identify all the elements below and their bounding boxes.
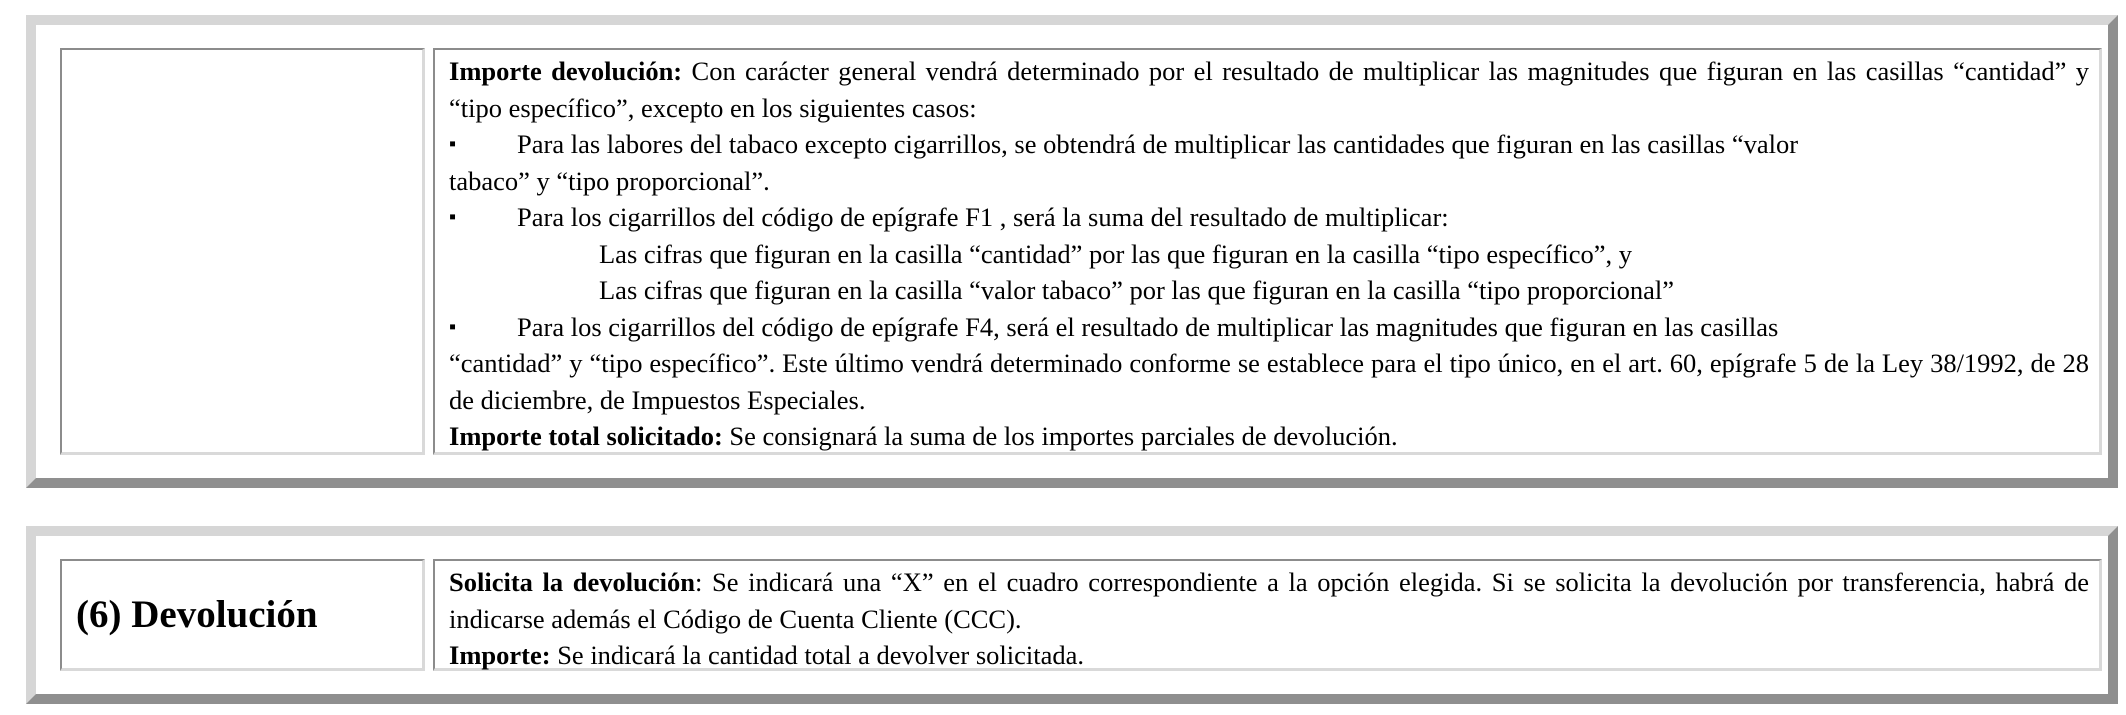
bullet-continuation: “cantidad” y “tipo específico”. Este último vendrá determinado conforme se establece para el tipo único, en el art. 60, epígrafe 5 de la Ley 38/1992, de 28 de diciembre, de Impuestos Especiales. bbox=[449, 348, 2089, 415]
importe-total-heading: Importe total solicitado: bbox=[449, 421, 723, 451]
instructions-row bbox=[60, 559, 2102, 671]
solicita-devolucion-heading: Solicita la devolución bbox=[449, 567, 695, 597]
section-content-cell bbox=[433, 559, 2102, 671]
importe-text: Se indicará la cantidad total a devolver solicitada. bbox=[550, 640, 1085, 670]
bullet-text: Para los cigarrillos del código de epígrafe F1 , será la suma del resultado de multiplicar: bbox=[517, 202, 1449, 232]
instructions-panel-devolucion bbox=[26, 526, 2118, 704]
bullet-item bbox=[449, 199, 2089, 236]
section-content-cell bbox=[433, 48, 2102, 455]
bullet-item bbox=[449, 309, 2089, 346]
importe-total-paragraph bbox=[449, 418, 2089, 455]
importe-heading: Importe: bbox=[449, 640, 551, 670]
section-label-cell bbox=[60, 48, 425, 455]
bullet-item bbox=[449, 126, 2089, 163]
bullet-text: Para las labores del tabaco excepto cigarrillos, se obtendrá de multiplicar las cantidades que figuran en las casillas “valor bbox=[517, 129, 1799, 159]
bullet-icon: ▪ bbox=[449, 206, 457, 228]
bullet-continuation: tabaco” y “tipo proporcional”. bbox=[449, 165, 770, 196]
sub-item: Las cifras que figuran en la casilla “valor tabaco” por las que figuran en la casilla “tipo proporcional” bbox=[599, 275, 1674, 305]
instructions-row bbox=[60, 48, 2102, 455]
bullet-text: Para los cigarrillos del código de epígrafe F4, será el resultado de multiplicar las magnitudes que figuran en las casillas bbox=[517, 311, 1779, 342]
instructions-panel-importe bbox=[26, 15, 2118, 488]
sub-item: Las cifras que figuran en la casilla “cantidad” por las que figuran en la casilla “tipo específico”, y bbox=[599, 238, 1633, 269]
importe-devolucion-paragraph bbox=[449, 53, 2089, 126]
importe-total-text: Se consignará la suma de los importes parciales de devolución. bbox=[722, 421, 1398, 451]
importe-devolucion-heading: Importe devolución: bbox=[449, 56, 683, 86]
importe-devolucion-text: Con carácter general vendrá determinado por el resultado de multiplicar las magnitudes que figuran en las casillas “cantidad” y “tipo específico”, excepto en los siguientes casos: bbox=[449, 56, 2089, 123]
solicita-devolucion-paragraph bbox=[449, 564, 2089, 637]
bullet-icon: ▪ bbox=[449, 315, 457, 338]
solicita-devolucion-text: : Se indicará una “X” en el cuadro correspondiente a la opción elegida. Si se solicita la devolución por transferencia, habrá de indicarse además el Código de Cuenta Cliente (CCC). bbox=[449, 567, 2089, 634]
section-title: (6) Devolución bbox=[76, 593, 318, 636]
bullet-icon: ▪ bbox=[449, 133, 457, 155]
importe-paragraph bbox=[449, 637, 2089, 674]
section-label-cell bbox=[60, 559, 425, 671]
